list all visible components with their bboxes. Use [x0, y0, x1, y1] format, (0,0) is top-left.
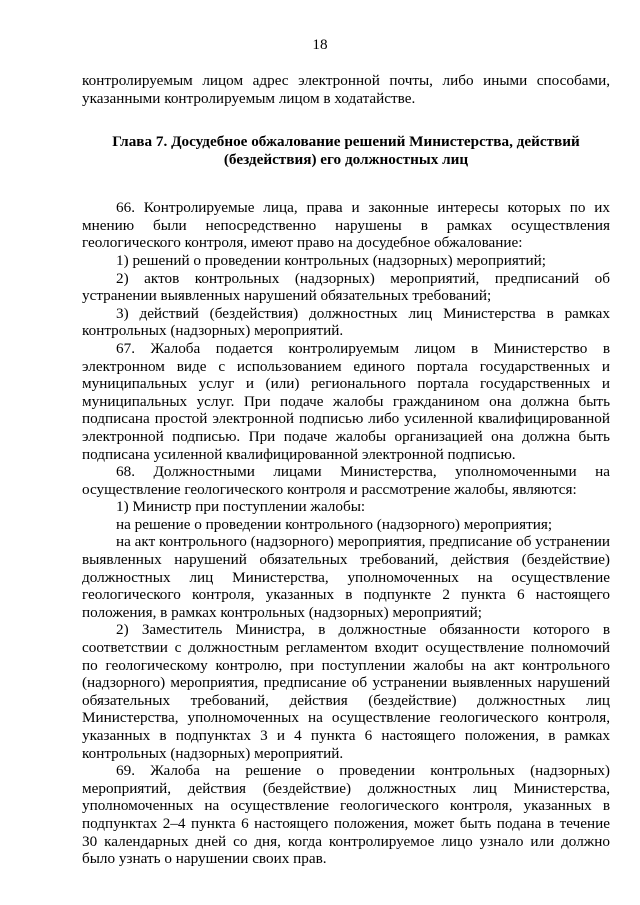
- paragraph-68-item-1-a: на решение о проведении контрольного (надзорного) мероприятия;: [116, 515, 553, 533]
- paragraph-66: 66. Контролируемые лица, права и законные интересы которых по их мнению были непосредственно нарушены в рамках осуществления геологического контроля, имеют право на досудебное обжалование:: [82, 199, 610, 252]
- paragraph-68-item-1: 1) Министр при поступлении жалобы:: [116, 498, 366, 516]
- paragraph-68-item-2: 2) Заместитель Министра, в должностные обязанности которого в соответствии с должностным регламентом входит осуществление полномочий по геологическому контролю, при поступлении жалобы на акт контрольного (надзорного) мероприятия, предписание об устранении выявленных нарушений обязательных требований, действия (бездействие) должностных лиц Министерства, уполномоченных на осуществление геологического контроля, указанных в подпунктах 3 и 4 пункта 6 настоящего положения, в рамках контрольных (надзорных) мероприятий.: [82, 621, 610, 762]
- paragraph-67: 67. Жалоба подается контролируемым лицом в Министерство в электронном виде с использованием единого портала государственных и муниципальных услуг и (или) регионального портала государственных и муниципальных услуг. При подаче жалобы гражданином она должна быть подписана простой электронной подписью либо усиленной квалифицированной электронной подписью. При подаче жалобы организацией она должна быть подписана усиленной квалифицированной электронной подписью.: [82, 339, 610, 463]
- paragraph-66-item-2: 2) актов контрольных (надзорных) мероприятий, предписаний об устранении выявленных нарушений обязательных требований;: [82, 269, 610, 305]
- chapter-heading-line-2: (бездействия) его должностных лиц: [223, 151, 469, 169]
- paragraph-68-item-1-b: на акт контрольного (надзорного) мероприятия, предписание об устранении выявленных нарушений обязательных требований, действия (бездействие) должностных лиц Министерства, уполномоченных на осуществление геологического контроля, указанных в подпункте 2 пункта 6 настоящего положения, в рамках контрольных (надзорных) мероприятий;: [82, 533, 610, 621]
- chapter-heading: [82, 133, 610, 169]
- paragraph-continuation: контролируемым лицом адрес электронной почты, либо иными способами, указанными контролируемым лицом в ходатайстве.: [82, 72, 610, 107]
- chapter-heading-line-1: Глава 7. Досудебное обжалование решений Министерства, действий: [112, 133, 580, 151]
- paragraph-66-item-1: 1) решений о проведении контрольных (надзорных) мероприятий;: [116, 251, 546, 269]
- paragraph-66-item-3: 3) действий (бездействия) должностных лиц Министерства в рамках контрольных (надзорных) мероприятий.: [82, 304, 610, 340]
- page-number: 18: [312, 36, 328, 53]
- paragraph-68: 68. Должностными лицами Министерства, уполномоченными на осуществление геологического контроля и рассмотрение жалобы, являются:: [82, 463, 610, 498]
- document-body: [82, 72, 610, 868]
- paragraph-69: 69. Жалоба на решение о проведении контрольных (надзорных) мероприятий, действия (бездействие) должностных лиц Министерства, уполномоченных на осуществление геологического контроля, указанных в подпунктах 2–4 пункта 6 настоящего положения, может быть подана в течение 30 календарных дней со дня, когда контролируемое лицо узнало или должно было узнать о нарушении своих прав.: [82, 762, 610, 868]
